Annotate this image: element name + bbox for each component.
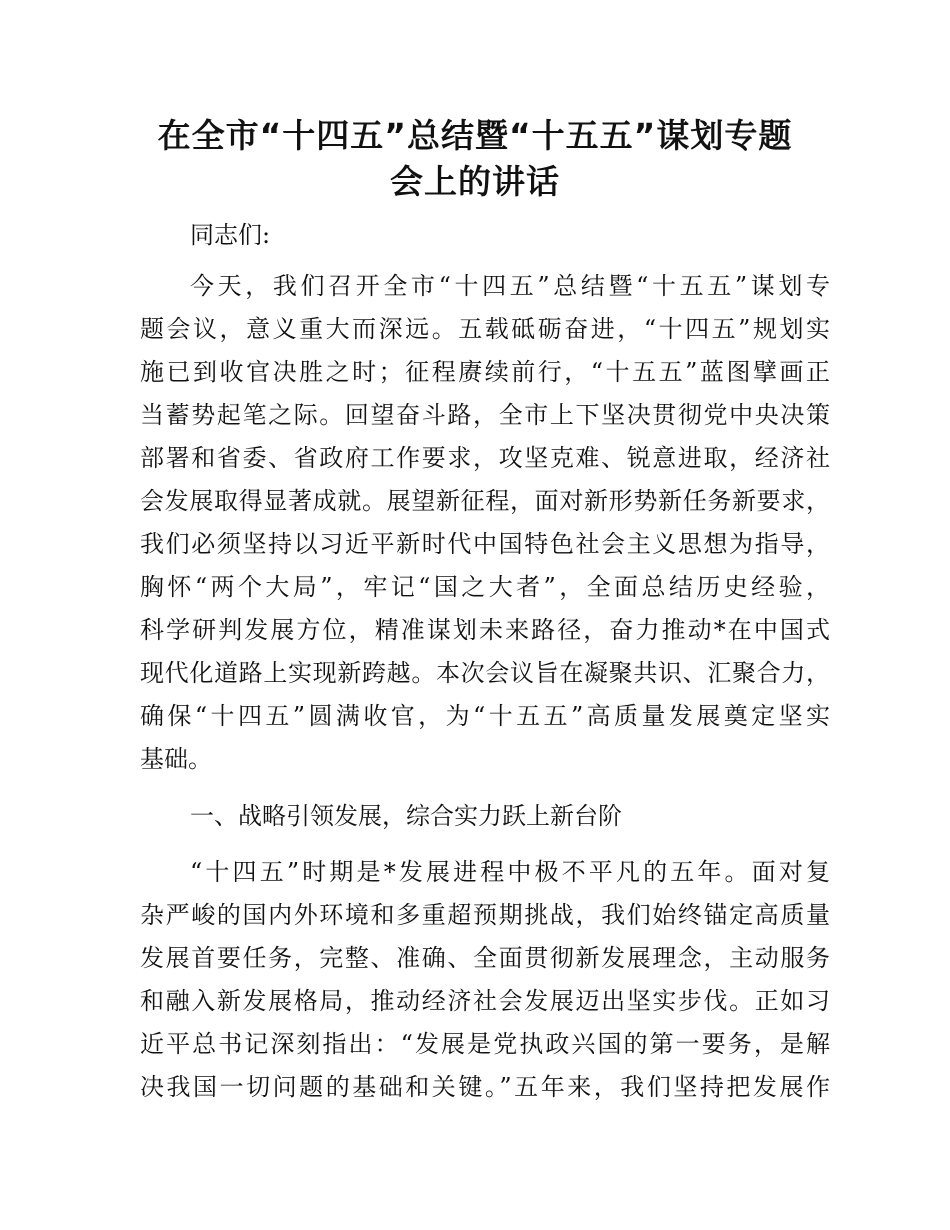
paragraph-2-line: 近平总书记深刻指出：“发展是党执政兴国的第一要务，是解 [140,1030,830,1058]
paragraph-2-line: 发展首要任务，完整、准确、全面贯彻新发展理念，主动服务 [140,944,830,972]
paragraph-1-line: 现代化道路上实现新跨越。本次会议旨在凝聚共识、汇聚合力， [140,659,830,687]
paragraph-1-line: 今天，我们召开全市“十四五”总结暨“十五五”谋划专 [190,272,830,300]
paragraph-2-line: 和融入新发展格局，推动经济社会发展迈出坚实步伐。正如习 [140,987,830,1015]
salutation: 同志们: [190,221,271,249]
section-1-heading: 一、战略引领发展，综合实力跃上新台阶 [190,802,622,830]
paragraph-2-line: 决我国一切问题的基础和关键。”五年来，我们坚持把发展作 [140,1073,830,1101]
paragraph-2-line: 杂严峻的国内外环境和多重超预期挑战，我们始终锚定高质量 [140,901,830,929]
paragraph-1-line: 施已到收官决胜之时；征程赓续前行，“十五五”蓝图擘画正 [140,358,830,386]
paragraph-1-line: 我们必须坚持以习近平新时代中国特色社会主义思想为指导， [140,530,830,558]
paragraph-1-line: 部署和省委、省政府工作要求，攻坚克难、锐意进取，经济社 [140,444,830,472]
document-title-line-1: 在全市“十四五”总结暨“十五五”谋划专题 [157,116,793,155]
paragraph-1-line: 当蓄势起笔之际。回望奋斗路，全市上下坚决贯彻党中央决策 [140,401,830,429]
paragraph-1-line: 题会议，意义重大而深远。五载砥砺奋进，“十四五”规划实 [140,315,830,343]
paragraph-1-line: 确保“十四五”圆满收官，为“十五五”高质量发展奠定坚实 [140,702,830,730]
paragraph-2-line: “十四五”时期是*发展进程中极不平凡的五年。面对复 [190,858,830,886]
paragraph-1-line: 胸怀“两个大局”，牢记“国之大者”，全面总结历史经验， [140,573,830,601]
paragraph-1-line: 会发展取得显著成就。展望新征程，面对新形势新任务新要求， [140,487,830,515]
paragraph-1-line: 基础。 [140,745,212,773]
document-title-line-2: 会上的讲话 [390,162,560,201]
paragraph-1-line: 科学研判发展方位，精准谋划未来路径，奋力推动*在中国式 [140,616,830,644]
